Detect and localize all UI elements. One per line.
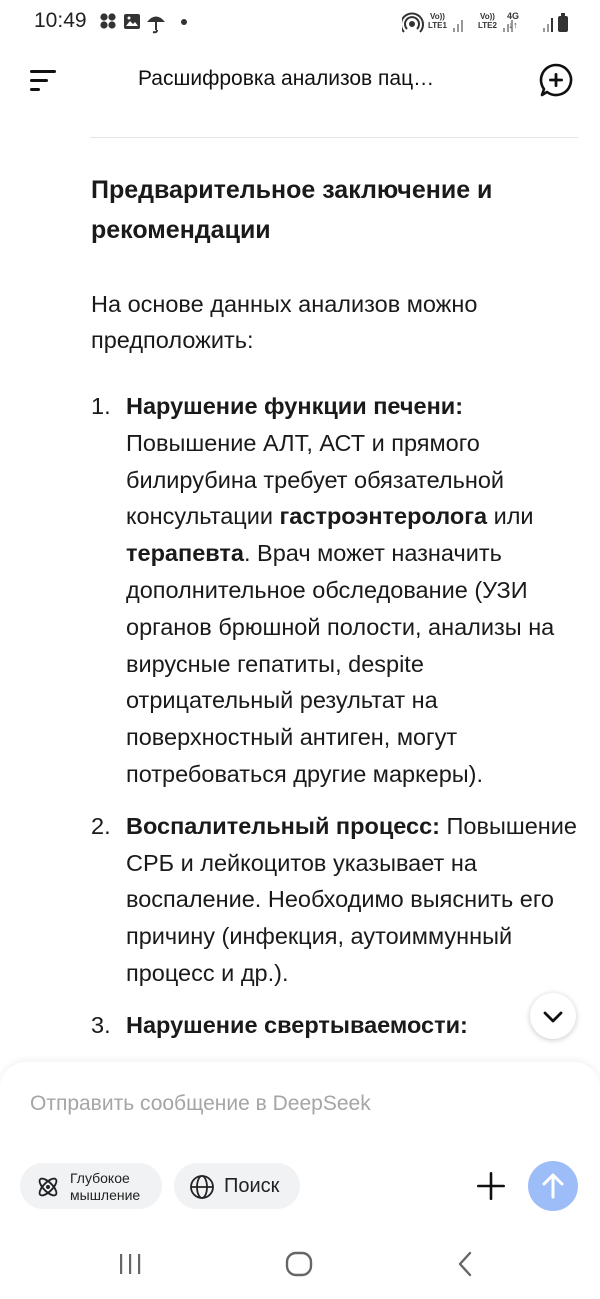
scroll-to-bottom-button[interactable]	[530, 993, 576, 1039]
status-bar	[0, 0, 600, 44]
globe-icon	[189, 1174, 215, 1200]
battery-icon	[558, 13, 568, 32]
list-item-number: 3.	[91, 1011, 111, 1038]
data-arrows-icon: ↓↑	[508, 20, 518, 30]
sim1-lte-text: LTE1	[428, 21, 447, 30]
hotspot-icon	[402, 13, 423, 32]
chevron-down-icon	[530, 993, 576, 1039]
sim2-volte-text: Vo))	[480, 12, 495, 21]
deep-think-label	[70, 1170, 140, 1204]
message-composer	[0, 1062, 600, 1232]
list-item	[91, 808, 591, 992]
search-label: Поиск	[224, 1175, 280, 1197]
message-input[interactable]	[30, 1092, 550, 1116]
status-notification-icons	[98, 12, 198, 34]
deep-think-label-line1: Глубокое	[70, 1170, 130, 1186]
list-item-text: Повышение СРБ и лейкоцитов указывает на воспаление. Необходимо выяснить его причину (инфекция, аутоиммунный процесс и др.).	[126, 812, 577, 986]
notification-dots-icon	[100, 13, 115, 28]
message-intro: На основе данных анализов можно предположить:	[91, 291, 478, 353]
list-item-text: или	[487, 503, 534, 530]
list-item-text: Повышение АЛТ, АСТ и прямого билирубина требует обязательной консультации	[126, 429, 505, 530]
atom-icon	[35, 1174, 61, 1200]
sim1-volte-text: Vo))	[430, 12, 445, 21]
chat-title: Расшифровка анализов пац…	[138, 67, 435, 90]
deep-think-label-line2: мышление	[70, 1187, 141, 1203]
home-icon	[284, 1250, 314, 1278]
back-icon	[454, 1250, 478, 1278]
chat-header	[0, 50, 600, 110]
list-item	[91, 388, 591, 793]
send-button[interactable]	[528, 1161, 578, 1211]
home-button[interactable]	[284, 1250, 314, 1283]
umbrella-icon	[147, 17, 165, 33]
list-item-title: Нарушение функции печени:	[126, 393, 464, 419]
list-item	[91, 1007, 591, 1044]
list-item-bold-text: терапевта	[126, 540, 244, 567]
attach-button[interactable]	[473, 1168, 509, 1204]
arrow-up-icon	[528, 1161, 578, 1211]
dot-icon	[181, 19, 187, 25]
recent-apps-icon	[118, 1250, 142, 1278]
menu-icon	[26, 66, 60, 96]
plus-icon	[473, 1168, 509, 1204]
sim2-lte-text: LTE2	[478, 21, 497, 30]
gallery-icon	[124, 14, 140, 29]
list-item-title: Нарушение свертываемости:	[126, 1011, 468, 1038]
recommendations-list	[91, 388, 591, 1044]
signal-icon	[453, 18, 553, 32]
search-toggle[interactable]	[174, 1163, 300, 1209]
list-item-title: Воспалительный процесс:	[126, 812, 440, 839]
sim2-label	[478, 12, 497, 30]
sim1-label	[428, 12, 447, 30]
list-item-text: . Врач может назначить дополнительное обследование (УЗИ органов брюшной полости, анализы на вирусные гепатиты, despite отрицательный результат на поверхностный антиген, могут потребоваться другие маркеры).	[126, 540, 555, 787]
list-item-bold-text: гастроэнтеролога	[279, 503, 488, 530]
deep-think-toggle[interactable]	[20, 1163, 162, 1209]
new-chat-icon	[538, 62, 574, 98]
message-heading: Предварительное заключение и рекомендации	[91, 176, 493, 244]
recent-apps-button[interactable]	[118, 1250, 142, 1283]
back-button[interactable]	[454, 1250, 478, 1283]
menu-button[interactable]	[26, 66, 60, 96]
assistant-message	[91, 170, 591, 1059]
status-time: 10:49	[34, 9, 87, 32]
new-chat-button[interactable]	[538, 62, 574, 98]
list-item-number: 1.	[91, 393, 111, 419]
network-type-text: 4G	[507, 11, 520, 21]
message-divider	[90, 137, 578, 138]
list-item-number: 2.	[91, 812, 111, 839]
system-nav-bar	[0, 1232, 600, 1299]
network-type-label	[507, 12, 519, 30]
